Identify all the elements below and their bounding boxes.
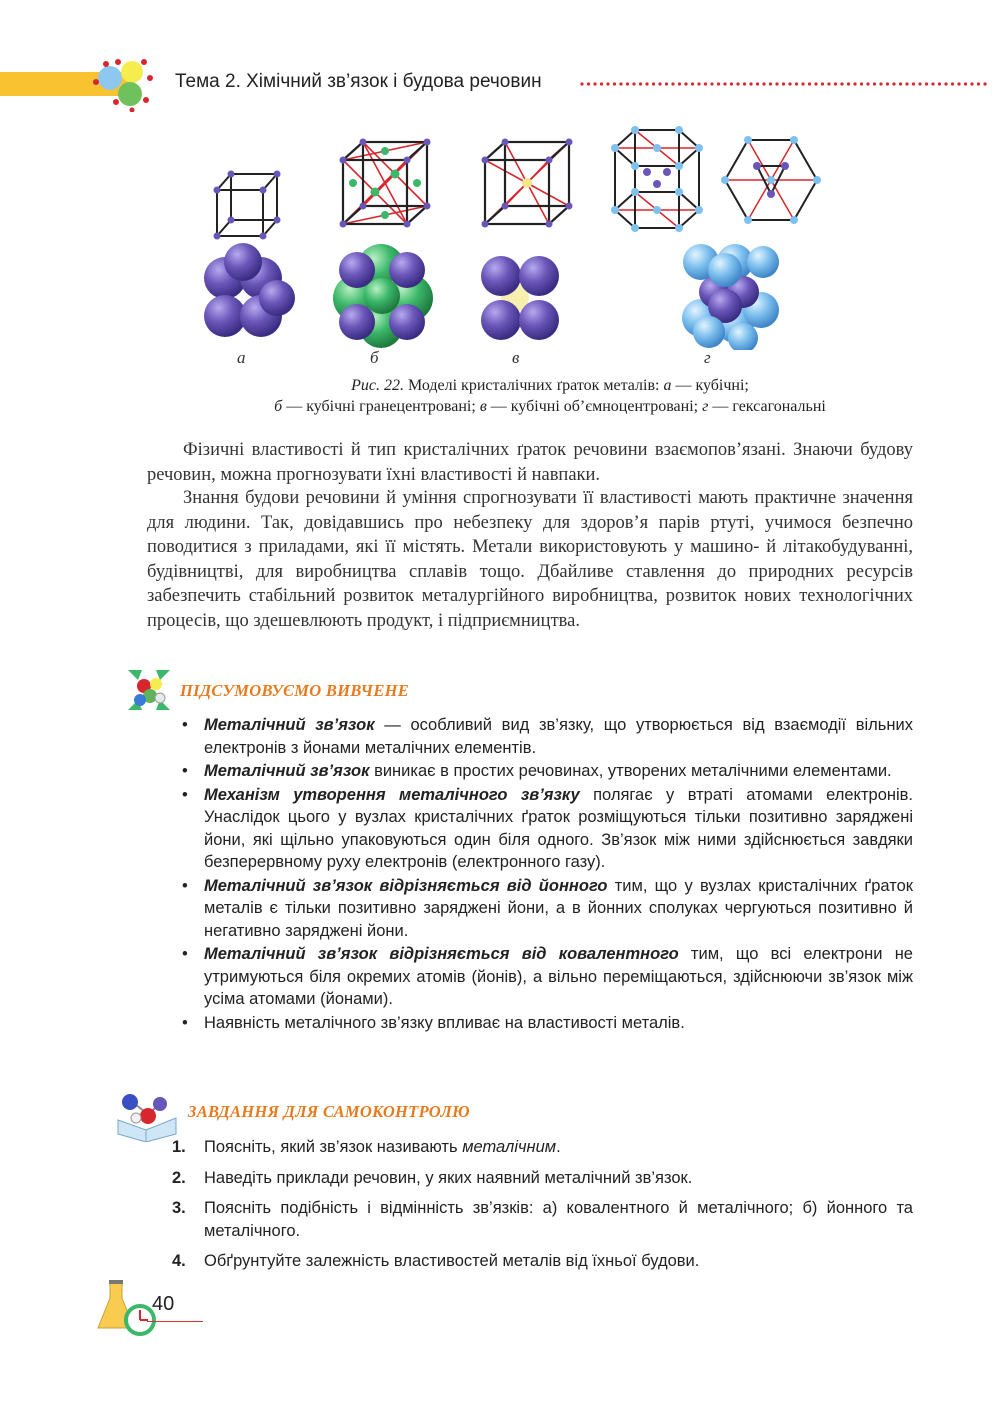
summary-term: Металічний зв’язок	[204, 762, 370, 780]
chapter-title: Тема 2. Хімічний зв’язок і будова речовин	[175, 71, 542, 92]
bcc-lattice	[482, 139, 573, 228]
caption-text-c: — кубічні об’ємноцентровані;	[486, 398, 703, 415]
task-text: Поясніть подібність і відмінність зв’язків: а) ковалентного й металічного; б) йонного та металічного.	[204, 1199, 913, 1240]
summary-term: Металічний зв’язок відрізняється від ковалентного	[204, 945, 679, 963]
list-item: • Металічний зв’язок відрізняється від йонного тим, що у вузлах кристалічних ґраток металів є тільки позитивно заряджені йони, а в йонних сполуках чергуються позитивно й негативно заряджені йони.	[182, 876, 913, 940]
page-number: 40	[152, 1293, 175, 1315]
summary-section-title: ПІДСУМОВУЄМО ВИВЧЕНЕ	[180, 681, 410, 700]
flask-clock-icon	[96, 1280, 160, 1338]
list-item: • Металічний зв’язок відрізняється від ковалентного тим, що всі електрони не утримуються біля окремих атомів (йонів), а вільно переміщаються, здійснюючи зв’язок між усіма атомами (йонами).	[182, 945, 913, 1008]
list-item: • Механізм утворення металічного зв’язку полягає у втраті атомами електронів. Унаслідок цього у вузлах кристалічних ґраток розміщуються тільки позитивно заряджені йони, які щільно упаковуються один біля одного. Зв’язок між ними здійснюється завдяки безперервному руху електронів (електронного газу).	[182, 785, 913, 871]
summary-text: тим, що у вузлах кристалічних ґраток металів є тільки позитивно заряджені йони, а в йонних сполуках чергуються позитивно й негативно заряджені йони.	[204, 876, 913, 940]
caption-letter-a: а	[663, 377, 672, 394]
page-number-rule	[147, 1321, 203, 1322]
tasks-list	[172, 1136, 913, 1281]
figure-label-d: г	[704, 348, 711, 367]
task-text: Поясніть, який зв’язок називають	[204, 1138, 463, 1156]
hexagonal-lattice	[611, 126, 703, 232]
fcc-lattice	[340, 139, 431, 228]
caption-text-d: — гексагональні	[708, 398, 826, 415]
list-item	[172, 1197, 913, 1242]
caption-text-a: — кубічні;	[671, 377, 749, 394]
caption-letter-d: г	[702, 398, 709, 415]
task-text: Наведіть приклади речовин, у яких наявний металічний зв’язок.	[204, 1168, 693, 1187]
summary-term: Металічний зв’язок відрізняється від йонного	[204, 876, 608, 895]
task-number: 1.	[172, 1138, 186, 1156]
body-paragraph-2: Знання будови речовини й уміння спрогнозувати її властивості мають практичне значення для людини. Так, довідавшись про небезпеку для здоров’я парів ртуті, учимося безпечно поводитися з приладами, які її містять. Метали використовують у машино- й літакобудуванні, будівництві, для виробництва сплавів тощо. Дбайливе ставлення до природних ресурсів забезпечить стабільний розвиток металургійного виробництва, розвиток нових технологічних процесів, що здешевлюють продукт, і підприємництва.	[147, 488, 913, 631]
header-dotted-rule	[580, 82, 992, 86]
task-number: 3.	[172, 1199, 186, 1217]
book-molecule-icon	[114, 1090, 180, 1142]
bcc-packing	[481, 256, 559, 340]
list-item	[172, 1250, 913, 1273]
figure-label-a: а	[237, 348, 246, 367]
list-item	[172, 1136, 913, 1159]
body-paragraph-1: Фізичні властивості й тип кристалічних ґраток речовини взаємопов’язані. Знаючи будову речовин, можна прогнозувати їхні властивості й навпаки.	[147, 440, 913, 485]
hexagonal-top-view	[721, 136, 821, 224]
caption-text-1: Моделі кристалічних ґраток металів:	[404, 377, 664, 394]
list-item	[172, 1167, 913, 1190]
task-text: Обґрунтуйте залежність властивостей металів від їхньої будови.	[204, 1252, 700, 1270]
caption-figure-number: Рис. 22.	[351, 377, 404, 394]
summary-text: Наявність металічного зв’язку впливає на властивості металів.	[204, 1013, 685, 1032]
summary-list	[180, 714, 913, 1035]
summary-term: Металічний зв’язок	[204, 716, 375, 734]
caption-text-b: — кубічні гранецентровані;	[282, 398, 480, 415]
list-item: • Металічний зв’язок виникає в простих речовинах, утворених металічними елементами.	[182, 762, 892, 780]
figure-label-c: в	[512, 348, 520, 367]
task-term: металічним	[462, 1138, 557, 1156]
fcc-packing	[333, 244, 433, 348]
caption-letter-c: в	[479, 398, 487, 415]
task-number: 2.	[172, 1168, 186, 1187]
summary-text: тим, що всі електрони не утримуються біля окремих атомів (йонів), а вільно переміщаються, здійснюючи зв’язок між усіма атомами (йонами).	[204, 945, 913, 1008]
summary-term: Механізм утворення металічного зв’язку	[204, 785, 580, 804]
task-tail: .	[556, 1138, 561, 1156]
task-number: 4.	[172, 1252, 186, 1270]
figure-caption	[150, 375, 950, 417]
caption-letter-b: б	[274, 398, 283, 415]
simple-cubic-lattice	[217, 174, 277, 236]
list-item: • Металічний зв’язок — особливий вид зв’язку, що утворюється від взаємодії вільних електронів з йонами металічних елементів.	[182, 716, 913, 757]
summary-molecule-icon	[122, 664, 176, 716]
list-item: • Наявність металічного зв’язку впливає на властивості металів.	[182, 1013, 685, 1032]
summary-text: полягає у втраті атомами електронів. Унаслідок цього у вузлах кристалічних ґраток розміщуються тільки позитивно заряджені йони, які щільно упаковуються один біля одного. Зв’язок між ними здійснюється завдяки безперервному руху електронів (електронного газу).	[204, 785, 913, 871]
figure-label-b: б	[370, 348, 379, 367]
hexagonal-packing	[682, 244, 779, 350]
tasks-section-title: ЗАВДАННЯ ДЛЯ САМОКОНТРОЛЮ	[188, 1102, 470, 1121]
summary-text: виникає в простих речовинах, утворених металічними елементами.	[369, 762, 892, 780]
summary-text: — особливий вид зв’язку, що утворюється від взаємодії вільних електронів з йонами металічних елементів.	[204, 716, 913, 757]
header-molecule-icon	[92, 56, 154, 112]
simple-cubic-packing	[204, 243, 295, 337]
lattice-figure	[195, 120, 825, 350]
